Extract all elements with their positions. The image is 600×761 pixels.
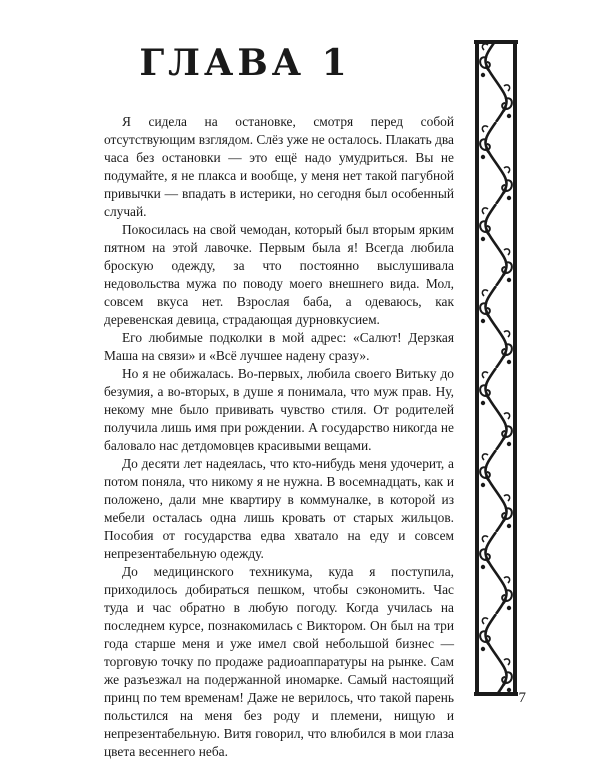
chapter-body bbox=[104, 113, 454, 761]
paragraph: Его любимые подколки в мой адрес: «Салют! Дерзкая Маша на связи» и «Всё лучшее надену сразу». bbox=[104, 330, 454, 363]
paragraph: До десяти лет надеялась, что кто-нибудь меня удочерит, а потом поняла, что никому я не нужна. В восемнадцать, как и положено, дали мне квартиру в коммуналке, в которой из мебели осталась одна лишь кровать от старых жильцов. Пособия от государства едва хватало на еду и совсем непрезентабельную одежду. bbox=[104, 456, 454, 561]
ornamental-border-icon bbox=[474, 40, 518, 696]
chapter-title: ГЛАВА 1 bbox=[139, 42, 351, 84]
page-number: 7 bbox=[518, 690, 526, 706]
paragraph: Я сидела на остановке, смотря перед собой отсутствующим взглядом. Слёз уже не осталось. Плакать два часа без остановки — это ещё надо умудриться. Вы не подумайте, я не плакса и вообще, у меня нет такой пагубной привычки — впадать в истерики, но сегодня был особенный случай. bbox=[104, 114, 454, 219]
paragraph: До медицинского техникума, куда я поступила, приходилось добираться пешком, чтобы сэкономить. Час туда и час обратно в любую погоду. Когда училась на последнем курсе, познакомилась с Виктором. Он был на три года старше меня и уже имел свой небольшой бизнес — торговую точку по продаже радиоаппаратуры на рынке. Сам же разъезжал на подержанной иномарке. Самый настоящий принц по тем временам! Даже не верилось, что такой парень польстился на меня без роду и племени, нищую и непрезентабельную. Витя говорил, что влюбился в мои глаза цвета весеннего неба. bbox=[104, 564, 454, 759]
paragraph: Но я не обижалась. Во-первых, любила своего Витьку до безумия, а во-вторых, в душе я понимала, что муж прав. Ну, некому мне было прививать чувство стиля. От родителей получила лишь имя при рождении. А государство никогда не баловало нас детдомовцев красивыми вещами. bbox=[104, 366, 454, 453]
paragraph: Покосилась на свой чемодан, который был вторым ярким пятном на этой лавочке. Первым была я! Всегда любила броскую одежду, за что постоянно выслушивала недовольства мужа по поводу моего внешнего вида. Мол, совсем вкуса нет. Взрослая баба, а одеваюсь, как деревенская девица, страдающая дурновкусием. bbox=[104, 222, 454, 327]
